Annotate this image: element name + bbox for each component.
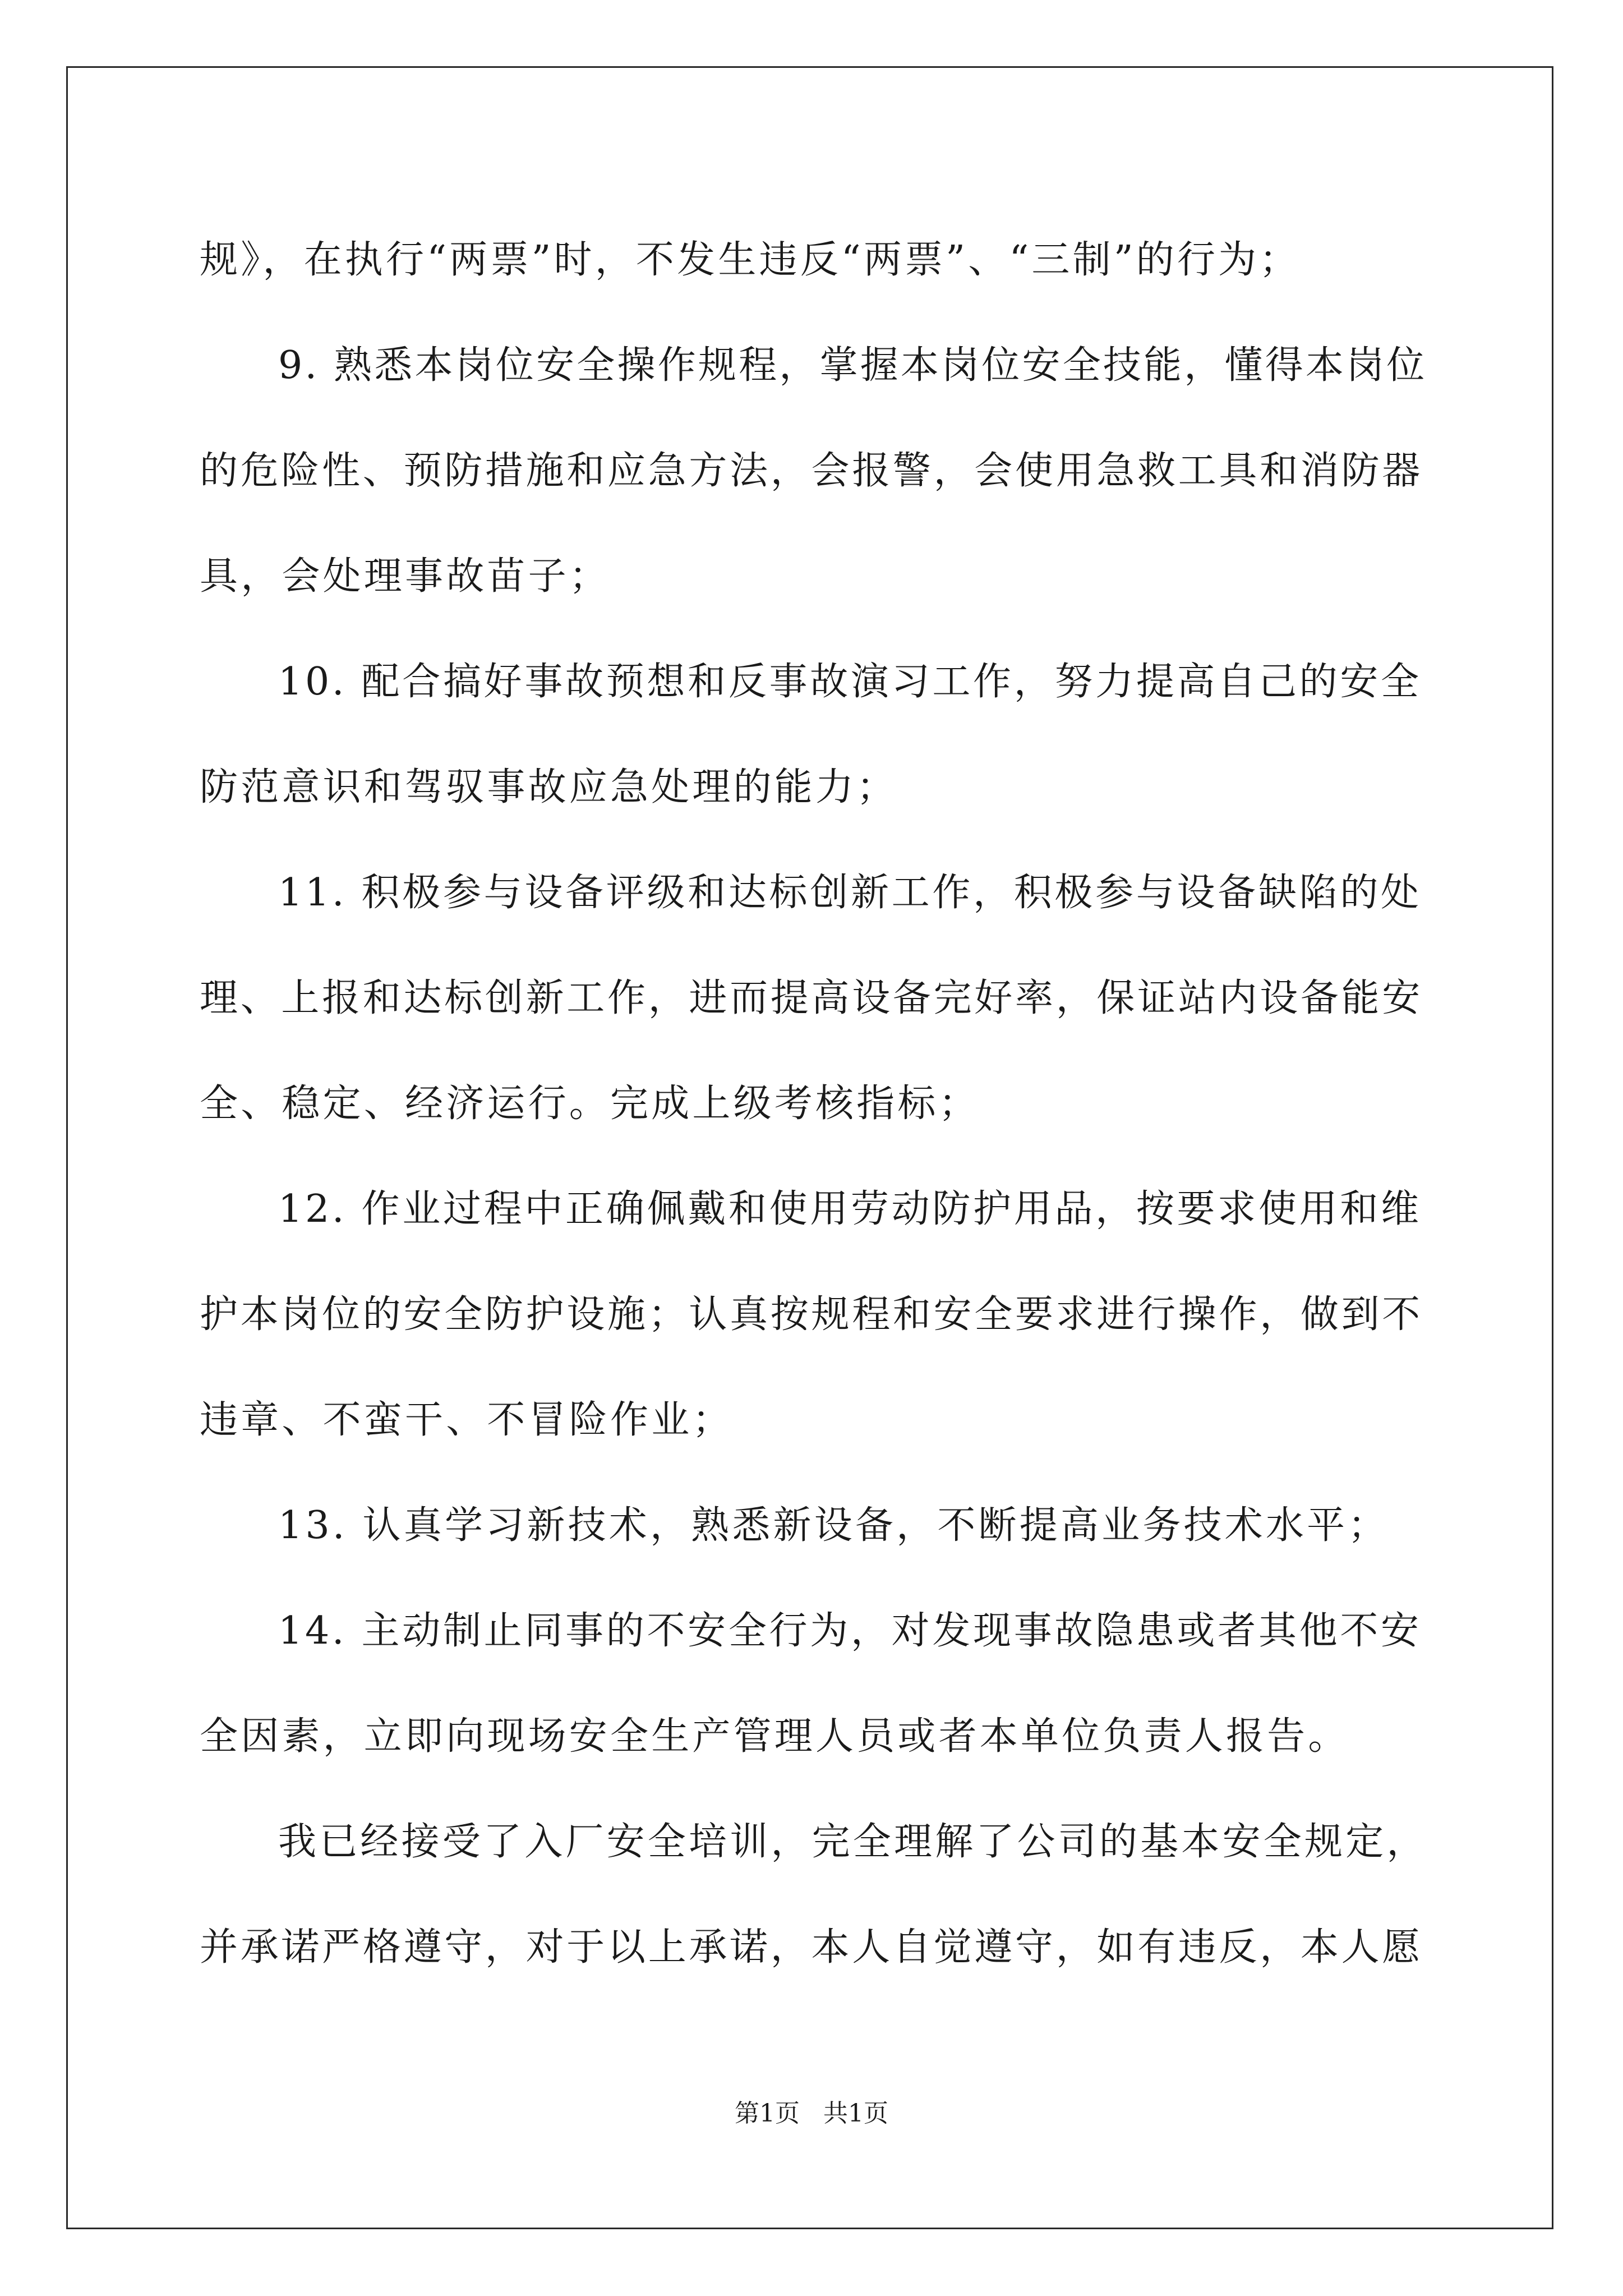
text-line: 护本岗位的安全防护设施；认真按规程和安全要求进行操作，做到不 [200, 1292, 1423, 1337]
text-line: 理、上报和达标创新工作，进而提高设备完好率，保证站内设备能安 [200, 976, 1423, 1020]
text-line: 的危险性、预防措施和应急方法，会报警，会使用急救工具和消防器 [200, 449, 1423, 493]
page-number-footer: 第1页 共1页 [735, 2099, 888, 2128]
text-line: 我已经接受了入厂安全培训，完全理解了公司的基本安全规定， [278, 1820, 1428, 1864]
text-line: 全因素，立即向现场安全生产管理人员或者本单位负责人报告。 [200, 1714, 1349, 1759]
text-line: 规》，在执行“两票”时，不发生违反“两票”、“三制”的行为； [200, 238, 1301, 282]
text-line: 12. 作业过程中正确佩戴和使用劳动防护用品，按要求使用和维 [278, 1187, 1422, 1231]
text-line: 13. 认真学习新技术，熟悉新设备，不断提高业务技术水平； [278, 1503, 1389, 1548]
text-line: 11. 积极参与设备评级和达标创新工作，积极参与设备缺陷的处 [278, 871, 1422, 915]
document-body [200, 208, 1428, 2000]
text-line: 10. 配合搞好事故预想和反事故演习工作，努力提高自己的安全 [278, 660, 1422, 704]
text-line: 全、稳定、经济运行。完成上级考核指标； [200, 1082, 980, 1126]
text-line: 具，会处理事故苗子； [200, 554, 611, 599]
text-line: 9. 熟悉本岗位安全操作规程，掌握本岗位安全技能，懂得本岗位 [278, 343, 1427, 388]
text-line: 并承诺严格遵守，对于以上承诺，本人自觉遵守，如有违反，本人愿 [200, 1925, 1423, 1970]
text-line: 14. 主动制止同事的不安全行为，对发现事故隐患或者其他不安 [278, 1609, 1422, 1653]
text-line: 违章、不蛮干、不冒险作业； [200, 1398, 734, 1442]
text-line: 防范意识和驾驭事故应急处理的能力； [200, 765, 898, 809]
